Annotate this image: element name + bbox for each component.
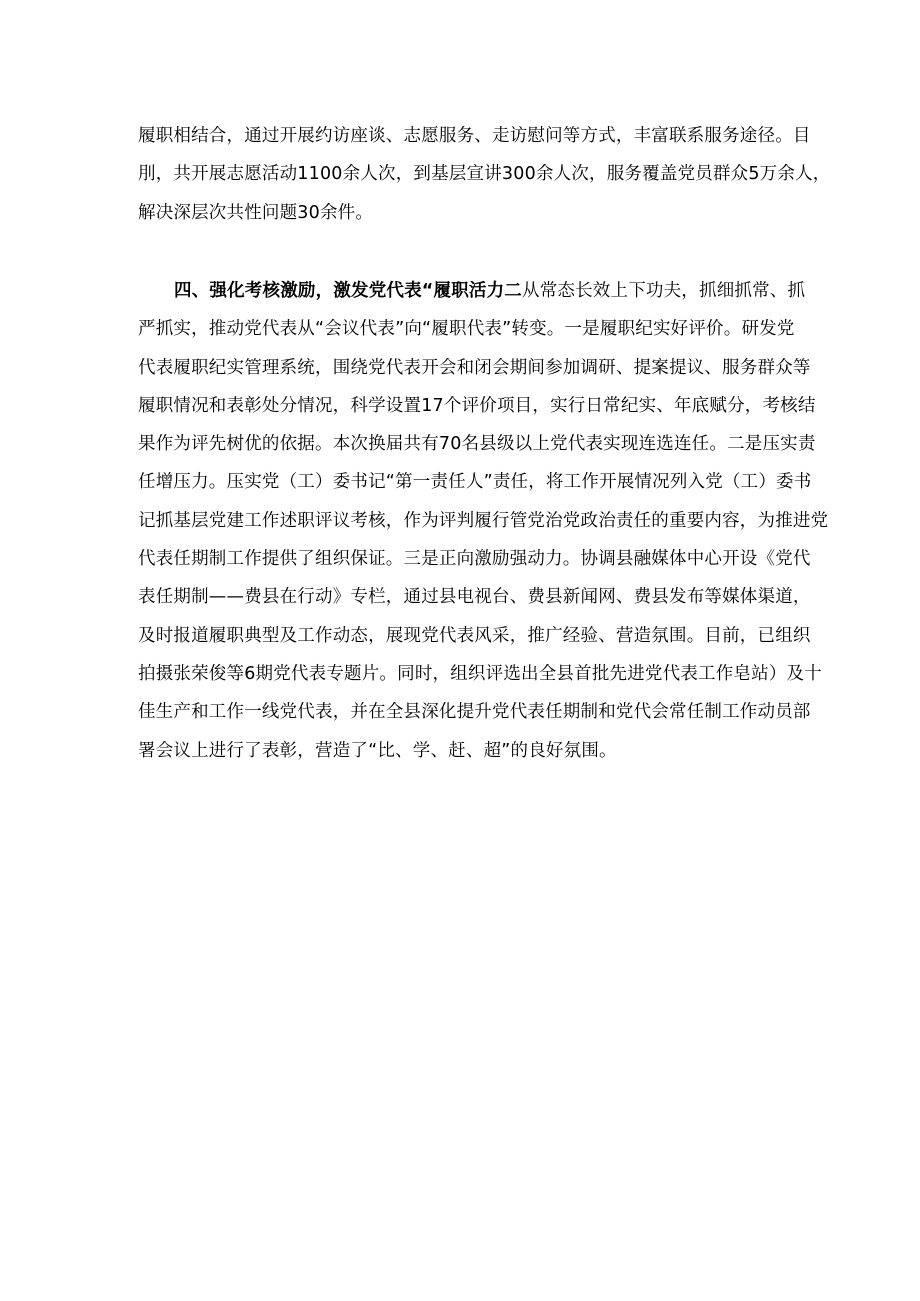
text-line: 拍摄张荣俊等6期党代表专题片。同时，组织评选出全县首批先进党代表工作皂站）及十 (138, 663, 822, 684)
section-heading: 四、强化考核激励，激发党代表“履职活力二 (174, 281, 522, 301)
text-line: 佳生产和工作一线党代表，并在全县深化提升党代表任期制和党代会常任制工作动员部 (138, 702, 811, 723)
text-line (138, 272, 806, 310)
heading-line-rest: 从常态长效上下功夫，抓细抓常、抓 (522, 281, 806, 301)
text-line: 果作为评先树优的依据。本次换届共有70名县级以上党代表实现连选连任。二是压实责 (138, 434, 816, 455)
text-line: 刖，共开展志愿活动1100余人次，到基层宣讲300余人次，服务覆盖党员群众5万余人， (138, 164, 831, 185)
text-line: 履职情况和表彰处分情况，科学设置17个评价项目，实行日常纪实、年底赋分，考核结 (138, 395, 816, 416)
paragraph-volunteer-services (138, 117, 831, 232)
text-line: 任增压力。压实党（工）委书记“第一责任人”责任，将工作开展情况列入党（工）委书 (138, 472, 812, 493)
text-line: 解决深层次共性问题30余件。 (138, 202, 374, 223)
text-line: 严抓实，推动党代表从“会议代表”向“履职代表”转变。一是履职纪实好评价。研发党 (138, 319, 795, 340)
text-line: 署会议上进行了表彰，营造了“比、学、赶、超”的良好氛围。 (138, 740, 617, 761)
text-line: 代表任期制工作提供了组织保证。三是正向激励强动力。协调县融媒体中心开设《党代 (138, 549, 811, 570)
text-line: 记抓基层党建工作述职评议考核，作为评判履行管党治党政治责任的重要内容，为推进党 (138, 510, 829, 531)
text-line: 履职相结合，通过开展约访座谈、志愿服务、走访慰问等方式，丰富联系服务途径。目 (138, 126, 811, 146)
text-line: 及时报道履职典型及工作动态，展现党代表风采，推广经验、营造氛围。目前，已组织 (138, 625, 811, 646)
text-line: 代表履职纪实管理系统，围绕党代表开会和闭会期间参加调研、提案提议、服务群众等 (138, 357, 811, 378)
paragraph-assessment-incentives (138, 272, 829, 770)
text-line: 表任期制——费县在行动》专栏，通过县电视台、费县新闻网、费县发布等媒体渠道， (138, 587, 811, 608)
